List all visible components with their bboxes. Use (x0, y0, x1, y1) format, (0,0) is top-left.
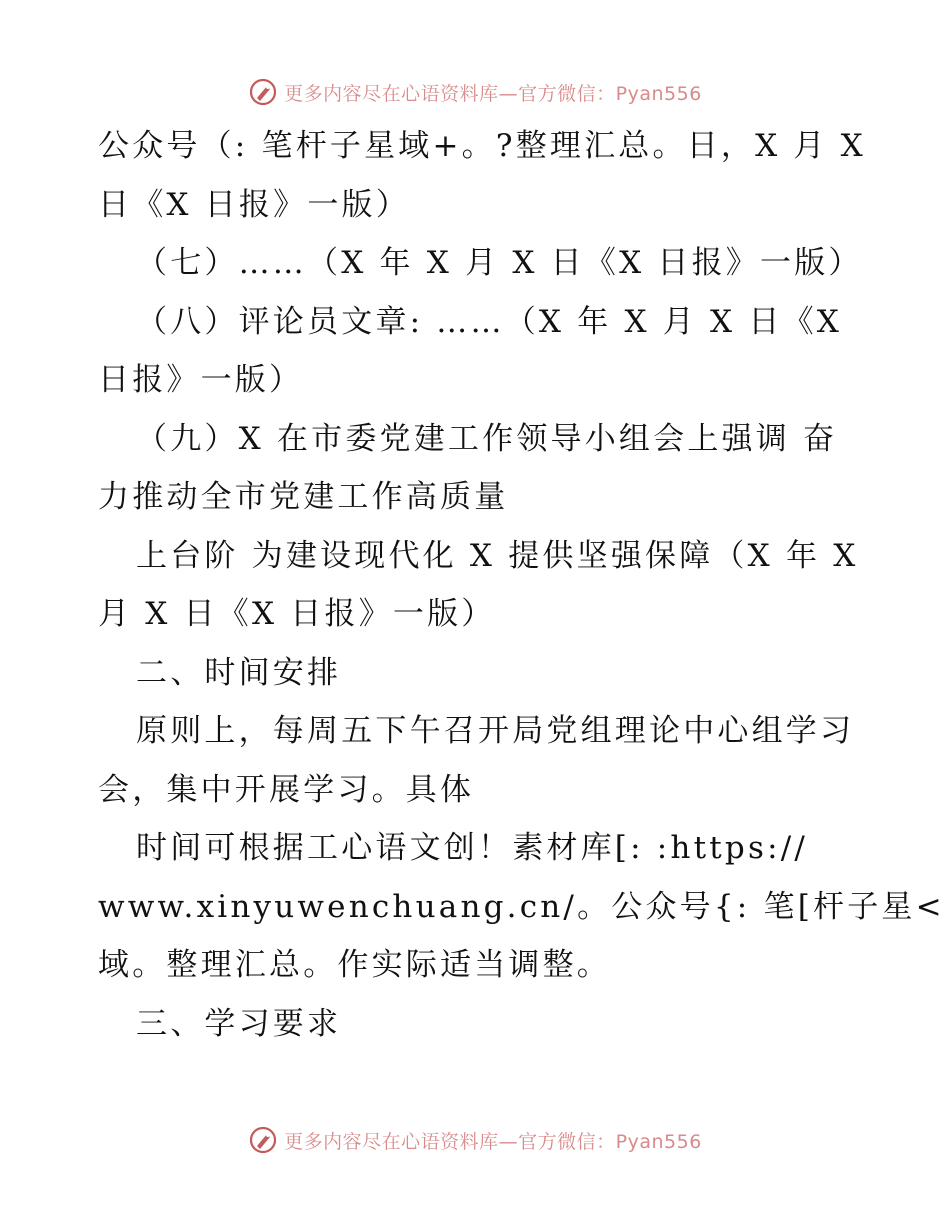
text-line: 会，集中开展学习。具体 (98, 772, 475, 808)
header-banner-text: 更多内容尽在心语资料库—官方微信：Pyan556 (284, 82, 702, 105)
header-banner (0, 72, 950, 112)
text-line: 月 X 日《X 日报》一版） (98, 596, 496, 632)
text-line: （九）X 在市委党建工作领导小组会上强调 奋 (136, 421, 838, 457)
text-line: 上台阶 为建设现代化 X 提供坚强保障（X 年 X (136, 538, 859, 574)
text-line: 域。整理汇总。作实际适当调整。 (98, 947, 611, 983)
text-line: （八）评论员文章: ……（X 年 X 月 X 日《X (136, 304, 843, 340)
text-line: www.xinyuwenchuang.cn/。公众号{: 笔[杆子星< (98, 889, 945, 925)
text-line: 日《X 日报》一版） (98, 187, 410, 223)
text-line: 日报》一版） (98, 362, 304, 398)
pen-nib-logo-icon (248, 1125, 278, 1155)
text-line: 原则上，每周五下午召开局党组理论中心组学习 (136, 713, 855, 749)
text-line: 力推动全市党建工作高质量 (98, 479, 509, 515)
section-heading-schedule: 二、时间安排 (136, 655, 342, 691)
text-line: 公众号（: 笔杆子星域+。?整理汇总。日，X 月 X (98, 128, 866, 164)
footer-banner (0, 1120, 950, 1160)
text-line: （七）……（X 年 X 月 X 日《X 日报》一版） (136, 245, 863, 281)
section-heading-requirements: 三、学习要求 (136, 1006, 342, 1042)
footer-banner-text: 更多内容尽在心语资料库—官方微信：Pyan556 (284, 1130, 702, 1153)
text-line: 时间可根据工心语文创！素材库[: :https:// (136, 830, 809, 866)
pen-nib-logo-icon (248, 77, 278, 107)
